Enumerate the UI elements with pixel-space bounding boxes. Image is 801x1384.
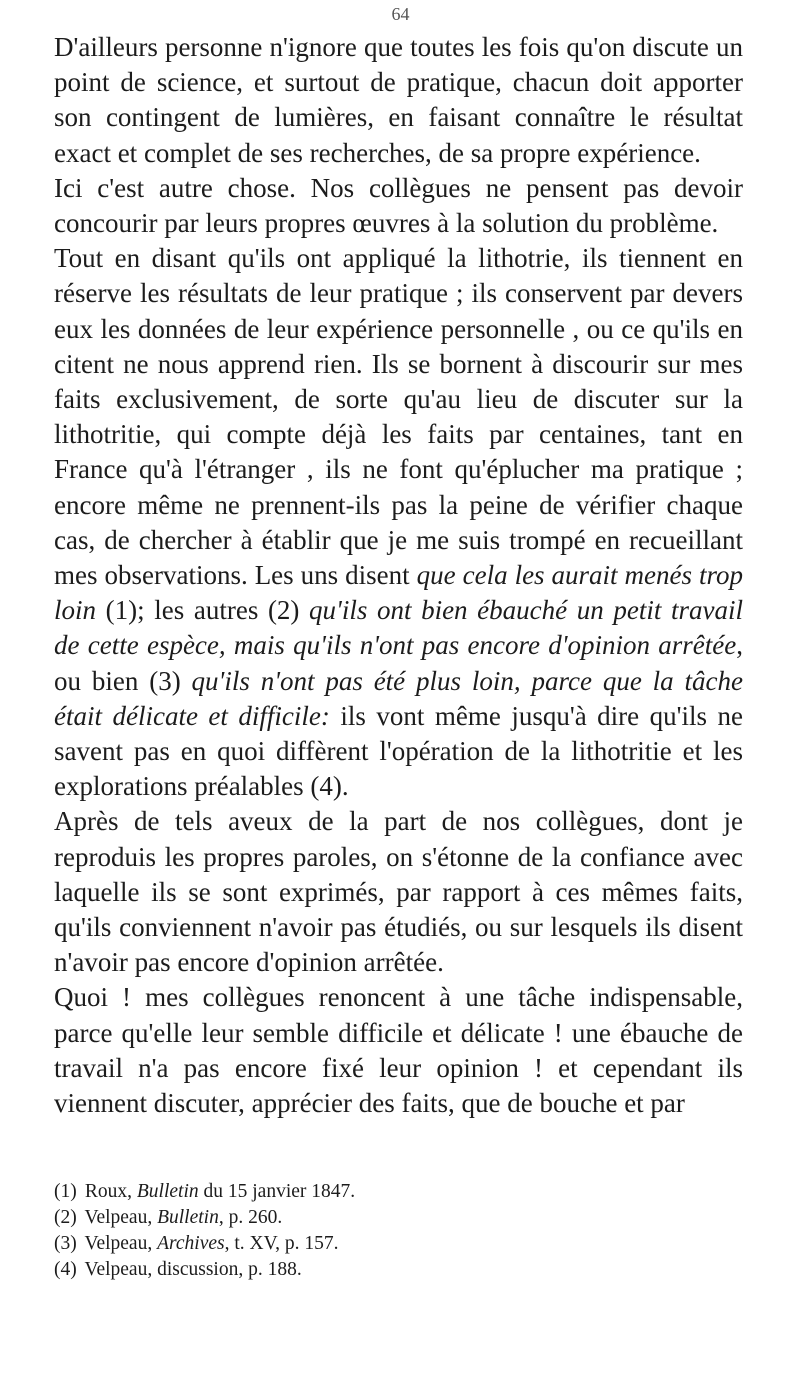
- body-text: [54, 30, 743, 1121]
- footnote-4-mark: (4): [54, 1259, 77, 1280]
- footnote-1-mark: (1): [54, 1181, 77, 1202]
- paragraph-3-text-c: , ou bien (3): [54, 630, 743, 696]
- paragraph-2-text: Ici c'est autre chose. Nos collègues ne pensent pas devoir concourir par leurs propres œuvres à la solution du problème.: [54, 172, 743, 239]
- paragraph-2: [54, 171, 743, 241]
- paragraph-1: [54, 30, 743, 171]
- footnote-1-ref: du 15 janvier 1847.: [198, 1181, 356, 1202]
- paragraph-3-quote-2: qu'ils ont bien ébauché un petit travail de cette espèce, mais qu'ils n'ont pas encore d'opinion arrêtée: [54, 595, 743, 661]
- paragraph-5: [54, 980, 743, 1121]
- page-number: 64: [391, 4, 410, 24]
- footnote-3: [54, 1231, 743, 1257]
- footnote-1: [54, 1179, 743, 1205]
- footnotes: [54, 1179, 743, 1283]
- paragraph-3-quote-1: que cela les aurait menés trop loin: [54, 560, 743, 626]
- footnote-2-mark: (2): [54, 1207, 77, 1228]
- paragraph-3-quote-3: qu'ils n'ont pas été plus loin, parce que la tâche était délicate et difficile:: [54, 665, 743, 731]
- footnote-2: [54, 1205, 743, 1231]
- footnote-2-author: Velpeau,: [84, 1207, 158, 1228]
- paragraph-3-text-d: ils vont même jusqu'à dire qu'ils ne savent pas en quoi diffèrent l'opération de la lithotritie et les explorations préalables (4).: [54, 700, 743, 802]
- paragraph-5-text: Quoi ! mes collègues renoncent à une tâche indispensable, parce qu'elle leur semble difficile et délicate ! une ébauche de travail n'a pas encore fixé leur opinion ! et cependant ils viennent discuter, apprécier des faits, que de bouche et par: [54, 982, 743, 1119]
- paragraph-1-text: D'ailleurs personne n'ignore que toutes les fois qu'on discute un point de science, et surtout de pratique, chacun doit apporter son contingent de lumières, en faisant connaître le résultat exact et complet de ses recherches, de sa propre expérience.: [54, 32, 743, 168]
- footnote-3-author: Velpeau,: [84, 1233, 158, 1254]
- footnote-1-title: Bulletin: [136, 1181, 199, 1202]
- paragraph-3-text-b: (1); les autres (2): [96, 595, 310, 626]
- paragraph-3: [54, 241, 743, 804]
- footnote-1-author: Roux,: [84, 1181, 137, 1202]
- footnote-3-mark: (3): [54, 1233, 77, 1254]
- footnote-2-title: Bulletin: [157, 1207, 219, 1228]
- footnote-2-ref: , p. 260.: [218, 1207, 283, 1228]
- paragraph-4-text: Après de tels aveux de la part de nos collègues, dont je reproduis les propres paroles, on s'étonne de la confiance avec laquelle ils se sont exprimés, par rapport à ces mêmes faits, qu'ils conviennent n'avoir pas étudiés, ou sur lesquels ils disent n'avoir pas encore d'opinion arrêtée.: [54, 806, 743, 978]
- paragraph-3-text-a: Tout en disant qu'ils ont appliqué la lithotrie, ils tiennent en réserve les résultats de leur pratique ; ils conservent par devers eux les données de leur expérience personnelle , ou ce qu'ils en citent ne nous apprend rien. Ils se bornent à discourir sur mes faits exclusivement, de sorte qu'au lieu de discuter sur la lithotritie, qui compte déjà les faits par centaines, tant en France qu'à l'étranger , ils ne font qu'éplucher ma pratique ; encore même ne prennent-ils pas la peine de vérifier chaque cas, de chercher à établir que je me suis trompé en recueillant mes observations. Les uns disent: [54, 243, 743, 591]
- footnote-4: [54, 1257, 743, 1283]
- footnote-3-ref: , t. XV, p. 157.: [224, 1233, 339, 1254]
- footnote-3-title: Archives: [157, 1233, 225, 1254]
- footnote-4-text: Velpeau, discussion, p. 188.: [84, 1259, 302, 1280]
- paragraph-4: [54, 804, 743, 980]
